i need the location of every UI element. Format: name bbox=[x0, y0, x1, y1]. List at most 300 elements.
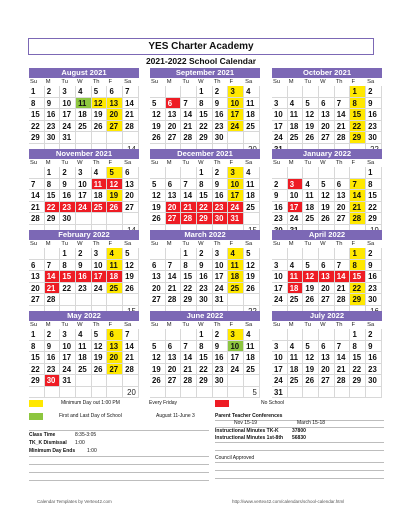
day-cell: 13 bbox=[166, 352, 182, 364]
day-cell: 27 bbox=[166, 375, 182, 387]
day-cell: 20 bbox=[335, 202, 351, 214]
month-title: February 2022 bbox=[29, 230, 139, 240]
day-cell: 5 bbox=[123, 248, 139, 260]
day-cell: 5 bbox=[244, 248, 260, 260]
day-cell: 12 bbox=[150, 190, 166, 202]
day-cell: 26 bbox=[244, 283, 260, 295]
day-cell: 6 bbox=[107, 329, 123, 341]
empty-cell bbox=[123, 132, 139, 144]
day-cell: 25 bbox=[244, 364, 260, 376]
day-cell: 10 bbox=[272, 109, 288, 121]
empty-cell bbox=[92, 294, 108, 306]
day-cell: 19 bbox=[244, 271, 260, 283]
day-cell: 2 bbox=[197, 248, 213, 260]
day-cell: 10 bbox=[288, 190, 304, 202]
weekday-label: Th bbox=[335, 322, 343, 328]
weekday-label: Sa bbox=[367, 241, 375, 247]
day-cell: 7 bbox=[181, 98, 197, 110]
month-title: November 2021 bbox=[29, 149, 139, 159]
day-cell: 17 bbox=[272, 364, 288, 376]
day-cell: 6 bbox=[319, 98, 335, 110]
instr-minutes-tk-k-value: 37800 bbox=[292, 428, 306, 434]
empty-cell bbox=[60, 294, 76, 306]
day-cell: 4 bbox=[288, 260, 304, 272]
empty-cell bbox=[166, 248, 182, 260]
day-cell: 20 bbox=[107, 109, 123, 121]
weekday-label: Sa bbox=[245, 160, 253, 166]
weekday-label: Tu bbox=[61, 79, 68, 85]
day-cell: 28 bbox=[166, 294, 182, 306]
day-cell: 12 bbox=[150, 352, 166, 364]
day-cell: 9 bbox=[366, 341, 382, 353]
day-cell: 7 bbox=[181, 179, 197, 191]
day-cell: 13 bbox=[319, 271, 335, 283]
day-cell: 23 bbox=[366, 364, 382, 376]
day-cell: 20 bbox=[107, 352, 123, 364]
day-cell: 18 bbox=[244, 109, 260, 121]
legend-no-school: No School bbox=[261, 400, 285, 406]
day-cell: 5 bbox=[150, 179, 166, 191]
day-cell: 29 bbox=[29, 132, 45, 144]
day-cell: 3 bbox=[272, 341, 288, 353]
month-0 bbox=[29, 68, 139, 155]
day-cell: 10 bbox=[228, 98, 244, 110]
day-cell: 15 bbox=[181, 271, 197, 283]
weekday-label: Tu bbox=[61, 241, 68, 247]
day-cell: 30 bbox=[45, 132, 61, 144]
day-cell: 6 bbox=[335, 179, 351, 191]
day-cell: 8 bbox=[45, 179, 61, 191]
day-cell: 30 bbox=[213, 213, 229, 225]
day-cell: 3 bbox=[60, 329, 76, 341]
day-cell: 29 bbox=[350, 132, 366, 144]
weekday-label: M bbox=[166, 241, 172, 247]
day-cell: 2 bbox=[366, 329, 382, 341]
day-cell: 22 bbox=[45, 202, 61, 214]
day-cell: 21 bbox=[335, 364, 351, 376]
day-cell: 1 bbox=[350, 86, 366, 98]
day-cell: 11 bbox=[244, 98, 260, 110]
day-cell: 16 bbox=[45, 352, 61, 364]
day-cell: 14 bbox=[123, 341, 139, 353]
min-day-ends-label: Minimum Day Ends bbox=[29, 448, 76, 454]
empty-cell bbox=[288, 387, 304, 399]
empty-cell bbox=[288, 329, 304, 341]
empty-cell bbox=[288, 86, 304, 98]
weekday-label: W bbox=[320, 241, 326, 247]
day-cell: 1 bbox=[197, 167, 213, 179]
day-cell: 11 bbox=[228, 260, 244, 272]
day-cell: 18 bbox=[76, 352, 92, 364]
day-cell: 14 bbox=[123, 98, 139, 110]
weekday-label: M bbox=[288, 160, 294, 166]
day-cell: 24 bbox=[213, 283, 229, 295]
empty-cell bbox=[244, 213, 260, 225]
day-cell: 28 bbox=[335, 294, 351, 306]
day-cell: 4 bbox=[92, 167, 108, 179]
day-cell: 27 bbox=[107, 121, 123, 133]
month-10 bbox=[150, 311, 260, 398]
day-cell: 3 bbox=[288, 179, 304, 191]
day-cell: 20 bbox=[319, 364, 335, 376]
day-cell: 3 bbox=[228, 167, 244, 179]
day-cell: 8 bbox=[350, 98, 366, 110]
day-cell: 21 bbox=[335, 283, 351, 295]
day-cell: 7 bbox=[350, 179, 366, 191]
day-cell: 27 bbox=[150, 294, 166, 306]
empty-cell bbox=[76, 294, 92, 306]
day-cell: 14 bbox=[166, 271, 182, 283]
empty-cell bbox=[150, 167, 166, 179]
month-title: June 2022 bbox=[150, 311, 260, 321]
day-cell: 27 bbox=[166, 213, 182, 225]
day-cell: 9 bbox=[45, 98, 61, 110]
day-cell: 28 bbox=[350, 213, 366, 225]
empty-cell bbox=[244, 132, 260, 144]
empty-cell bbox=[150, 387, 166, 399]
day-cell: 25 bbox=[244, 202, 260, 214]
day-cell: 21 bbox=[45, 283, 61, 295]
day-cell: 8 bbox=[197, 341, 213, 353]
day-cell: 22 bbox=[181, 283, 197, 295]
empty-cell bbox=[272, 329, 288, 341]
day-cell: 20 bbox=[319, 283, 335, 295]
day-cell: 23 bbox=[213, 202, 229, 214]
weekday-label: Th bbox=[92, 160, 100, 166]
day-cell: 6 bbox=[29, 260, 45, 272]
day-cell: 4 bbox=[76, 86, 92, 98]
day-cell: 1 bbox=[29, 86, 45, 98]
empty-cell bbox=[150, 86, 166, 98]
day-cell: 17 bbox=[228, 190, 244, 202]
day-cell: 10 bbox=[213, 260, 229, 272]
weekday-label: Su bbox=[273, 79, 281, 85]
day-cell: 10 bbox=[60, 341, 76, 353]
day-cell: 17 bbox=[92, 271, 108, 283]
weekday-label: W bbox=[198, 241, 204, 247]
day-cell: 14 bbox=[45, 271, 61, 283]
day-cell: 12 bbox=[303, 271, 319, 283]
day-cell: 11 bbox=[107, 260, 123, 272]
empty-cell bbox=[244, 375, 260, 387]
day-cell: 3 bbox=[213, 248, 229, 260]
day-cell: 23 bbox=[272, 213, 288, 225]
weekday-label: Th bbox=[92, 79, 100, 85]
day-cell: 20 bbox=[166, 202, 182, 214]
empty-cell bbox=[181, 167, 197, 179]
weekday-label: F bbox=[108, 160, 112, 166]
instr-minutes-1-8-label: Instructional Minutes 1st-8th bbox=[215, 435, 284, 441]
day-cell: 4 bbox=[303, 179, 319, 191]
green-swatch bbox=[29, 413, 43, 420]
day-cell: 15 bbox=[197, 190, 213, 202]
day-cell: 24 bbox=[228, 364, 244, 376]
weekday-label: Sa bbox=[367, 79, 375, 85]
day-cell: 25 bbox=[244, 121, 260, 133]
day-cell: 21 bbox=[123, 352, 139, 364]
day-cell: 9 bbox=[213, 179, 229, 191]
day-cell: 23 bbox=[213, 121, 229, 133]
empty-cell bbox=[166, 329, 182, 341]
min-day-ends-value: 1:00 bbox=[87, 448, 97, 454]
day-cell: 1 bbox=[366, 167, 382, 179]
day-cell: 12 bbox=[303, 109, 319, 121]
day-cell: 20 bbox=[150, 283, 166, 295]
day-cell: 19 bbox=[123, 271, 139, 283]
weekday-label: F bbox=[229, 322, 233, 328]
day-cell: 26 bbox=[92, 364, 108, 376]
weekday-label: M bbox=[288, 79, 294, 85]
day-cell: 25 bbox=[107, 283, 123, 295]
day-cell: 9 bbox=[197, 260, 213, 272]
day-cell: 13 bbox=[123, 179, 139, 191]
day-cell: 21 bbox=[181, 364, 197, 376]
day-cell: 14 bbox=[335, 352, 351, 364]
day-cell: 22 bbox=[197, 202, 213, 214]
day-cell: 24 bbox=[60, 364, 76, 376]
empty-cell bbox=[228, 375, 244, 387]
weekday-label: Su bbox=[273, 160, 281, 166]
day-cell: 3 bbox=[76, 167, 92, 179]
day-cell: 15 bbox=[29, 352, 45, 364]
day-cell: 26 bbox=[107, 202, 123, 214]
day-cell: 21 bbox=[166, 283, 182, 295]
day-cell: 10 bbox=[272, 271, 288, 283]
day-cell: 24 bbox=[60, 121, 76, 133]
empty-cell bbox=[303, 387, 319, 399]
day-cell: 22 bbox=[29, 121, 45, 133]
day-cell: 15 bbox=[350, 109, 366, 121]
month-3 bbox=[29, 149, 139, 236]
month-title: March 2022 bbox=[150, 230, 260, 240]
day-cell: 6 bbox=[166, 341, 182, 353]
class-time-value: 8:35-3:05 bbox=[75, 432, 97, 438]
weekday-label: Sa bbox=[367, 322, 375, 328]
empty-cell bbox=[335, 329, 351, 341]
weekday-label: Su bbox=[30, 79, 38, 85]
red-swatch bbox=[215, 400, 229, 407]
day-cell: 31 bbox=[60, 132, 76, 144]
day-cell: 19 bbox=[150, 202, 166, 214]
empty-cell bbox=[107, 132, 123, 144]
day-cell: 30 bbox=[213, 132, 229, 144]
day-cell: 7 bbox=[166, 260, 182, 272]
empty-cell bbox=[319, 86, 335, 98]
empty-cell bbox=[29, 248, 45, 260]
day-cell: 22 bbox=[350, 121, 366, 133]
day-cell: 9 bbox=[76, 260, 92, 272]
day-cell: 16 bbox=[197, 271, 213, 283]
day-cell: 11 bbox=[244, 341, 260, 353]
weekday-label: W bbox=[320, 79, 326, 85]
day-cell: 23 bbox=[76, 283, 92, 295]
empty-cell bbox=[319, 248, 335, 260]
weekday-label: Tu bbox=[304, 79, 311, 85]
day-cell: 21 bbox=[181, 121, 197, 133]
day-cell: 24 bbox=[228, 121, 244, 133]
empty-cell bbox=[92, 387, 108, 399]
day-cell: 27 bbox=[107, 364, 123, 376]
day-cell: 3 bbox=[228, 329, 244, 341]
day-cell: 12 bbox=[92, 341, 108, 353]
month-4 bbox=[150, 149, 260, 236]
empty-cell bbox=[123, 375, 139, 387]
day-cell: 18 bbox=[288, 121, 304, 133]
instr-minutes-tk-k-label: Instructional Minutes TK-K bbox=[215, 428, 279, 434]
day-cell: 13 bbox=[166, 109, 182, 121]
month-title: January 2022 bbox=[272, 149, 382, 159]
ptc-dates-nov: Nov 15-19 bbox=[234, 420, 258, 426]
day-cell: 24 bbox=[272, 375, 288, 387]
day-cell: 12 bbox=[123, 260, 139, 272]
day-cell: 22 bbox=[29, 364, 45, 376]
empty-cell bbox=[335, 86, 351, 98]
legend-first-last-day: First and Last Day of School bbox=[59, 413, 122, 419]
day-cell: 15 bbox=[350, 352, 366, 364]
day-cell: 22 bbox=[350, 364, 366, 376]
day-cell: 22 bbox=[366, 202, 382, 214]
day-cell: 14 bbox=[335, 271, 351, 283]
day-cell: 4 bbox=[76, 329, 92, 341]
day-cell: 30 bbox=[366, 375, 382, 387]
day-cell: 6 bbox=[107, 86, 123, 98]
empty-cell bbox=[123, 294, 139, 306]
month-7 bbox=[150, 230, 260, 317]
day-cell: 13 bbox=[319, 109, 335, 121]
day-cell: 21 bbox=[181, 202, 197, 214]
day-cell: 31 bbox=[228, 213, 244, 225]
weekday-label: Th bbox=[213, 241, 221, 247]
day-cell: 19 bbox=[303, 364, 319, 376]
day-cell: 1 bbox=[350, 329, 366, 341]
day-cell: 28 bbox=[123, 121, 139, 133]
day-cell: 5 bbox=[303, 98, 319, 110]
empty-cell bbox=[319, 167, 335, 179]
day-cell: 18 bbox=[107, 271, 123, 283]
day-cell: 7 bbox=[29, 179, 45, 191]
day-cell: 27 bbox=[319, 375, 335, 387]
weekday-label: Sa bbox=[245, 79, 253, 85]
day-cell: 1 bbox=[181, 248, 197, 260]
month-8 bbox=[272, 230, 382, 317]
day-cell: 3 bbox=[228, 86, 244, 98]
empty-cell bbox=[272, 248, 288, 260]
empty-cell bbox=[76, 387, 92, 399]
day-cell: 3 bbox=[272, 98, 288, 110]
day-cell: 8 bbox=[29, 98, 45, 110]
empty-cell bbox=[166, 167, 182, 179]
empty-cell bbox=[350, 167, 366, 179]
day-cell: 14 bbox=[350, 190, 366, 202]
day-cell: 16 bbox=[76, 271, 92, 283]
day-cell: 1 bbox=[197, 329, 213, 341]
day-cell: 17 bbox=[272, 121, 288, 133]
day-cell: 29 bbox=[197, 132, 213, 144]
empty-cell bbox=[244, 294, 260, 306]
day-cell: 16 bbox=[213, 109, 229, 121]
weekday-label: Tu bbox=[61, 322, 68, 328]
weekday-label: M bbox=[288, 322, 294, 328]
weekday-label: M bbox=[45, 160, 51, 166]
month-title: July 2022 bbox=[272, 311, 382, 321]
day-cell: 6 bbox=[123, 167, 139, 179]
weekday-label: F bbox=[351, 241, 355, 247]
school-name: YES Charter Academy bbox=[28, 38, 374, 55]
day-cell: 30 bbox=[197, 294, 213, 306]
day-cell: 26 bbox=[150, 213, 166, 225]
weekday-label: Sa bbox=[245, 322, 253, 328]
day-cell: 20 bbox=[166, 364, 182, 376]
day-cell: 4 bbox=[244, 86, 260, 98]
weekday-label: M bbox=[288, 241, 294, 247]
day-cell: 4 bbox=[244, 329, 260, 341]
day-cell: 26 bbox=[123, 283, 139, 295]
day-cell: 29 bbox=[197, 213, 213, 225]
tk-dismissal-label: TK_K Dismissal bbox=[29, 440, 67, 446]
legend-first-last-dates: August 11-June 3 bbox=[156, 413, 195, 419]
day-cell: 28 bbox=[181, 375, 197, 387]
weekday-label: Tu bbox=[182, 241, 189, 247]
day-cell: 3 bbox=[272, 260, 288, 272]
weekday-label: Th bbox=[213, 322, 221, 328]
day-cell: 16 bbox=[366, 109, 382, 121]
day-cell: 12 bbox=[303, 352, 319, 364]
day-cell: 6 bbox=[166, 179, 182, 191]
empty-cell bbox=[228, 294, 244, 306]
day-cell: 12 bbox=[107, 179, 123, 191]
day-cell: 24 bbox=[272, 132, 288, 144]
empty-cell bbox=[92, 132, 108, 144]
day-cell: 18 bbox=[244, 352, 260, 364]
day-cell: 5 bbox=[319, 179, 335, 191]
day-cell: 19 bbox=[92, 352, 108, 364]
weekday-label: M bbox=[45, 241, 51, 247]
weekday-label: Tu bbox=[61, 160, 68, 166]
day-cell: 20 bbox=[166, 121, 182, 133]
day-cell: 18 bbox=[76, 109, 92, 121]
empty-cell bbox=[303, 248, 319, 260]
weekday-label: Th bbox=[335, 160, 343, 166]
day-cell: 29 bbox=[45, 213, 61, 225]
day-cell: 23 bbox=[366, 121, 382, 133]
empty-cell bbox=[150, 248, 166, 260]
weekday-label: Su bbox=[151, 160, 159, 166]
day-cell: 14 bbox=[335, 109, 351, 121]
day-cell: 20 bbox=[29, 283, 45, 295]
day-cell: 4 bbox=[107, 248, 123, 260]
day-cell: 1 bbox=[60, 248, 76, 260]
day-cell: 20 bbox=[319, 121, 335, 133]
school-day-count: 20 bbox=[123, 387, 139, 399]
weekday-label: Sa bbox=[124, 241, 132, 247]
day-cell: 10 bbox=[272, 352, 288, 364]
empty-cell bbox=[366, 387, 382, 399]
day-cell: 13 bbox=[107, 98, 123, 110]
month-title: August 2021 bbox=[29, 68, 139, 78]
day-cell: 5 bbox=[303, 341, 319, 353]
day-cell: 7 bbox=[45, 260, 61, 272]
day-cell: 12 bbox=[150, 109, 166, 121]
day-cell: 2 bbox=[45, 329, 61, 341]
day-cell: 17 bbox=[60, 109, 76, 121]
day-cell: 2 bbox=[366, 86, 382, 98]
weekday-label: F bbox=[229, 79, 233, 85]
weekday-label: Sa bbox=[124, 322, 132, 328]
day-cell: 8 bbox=[181, 260, 197, 272]
day-cell: 27 bbox=[319, 132, 335, 144]
weekday-label: Tu bbox=[304, 322, 311, 328]
day-cell: 30 bbox=[366, 294, 382, 306]
